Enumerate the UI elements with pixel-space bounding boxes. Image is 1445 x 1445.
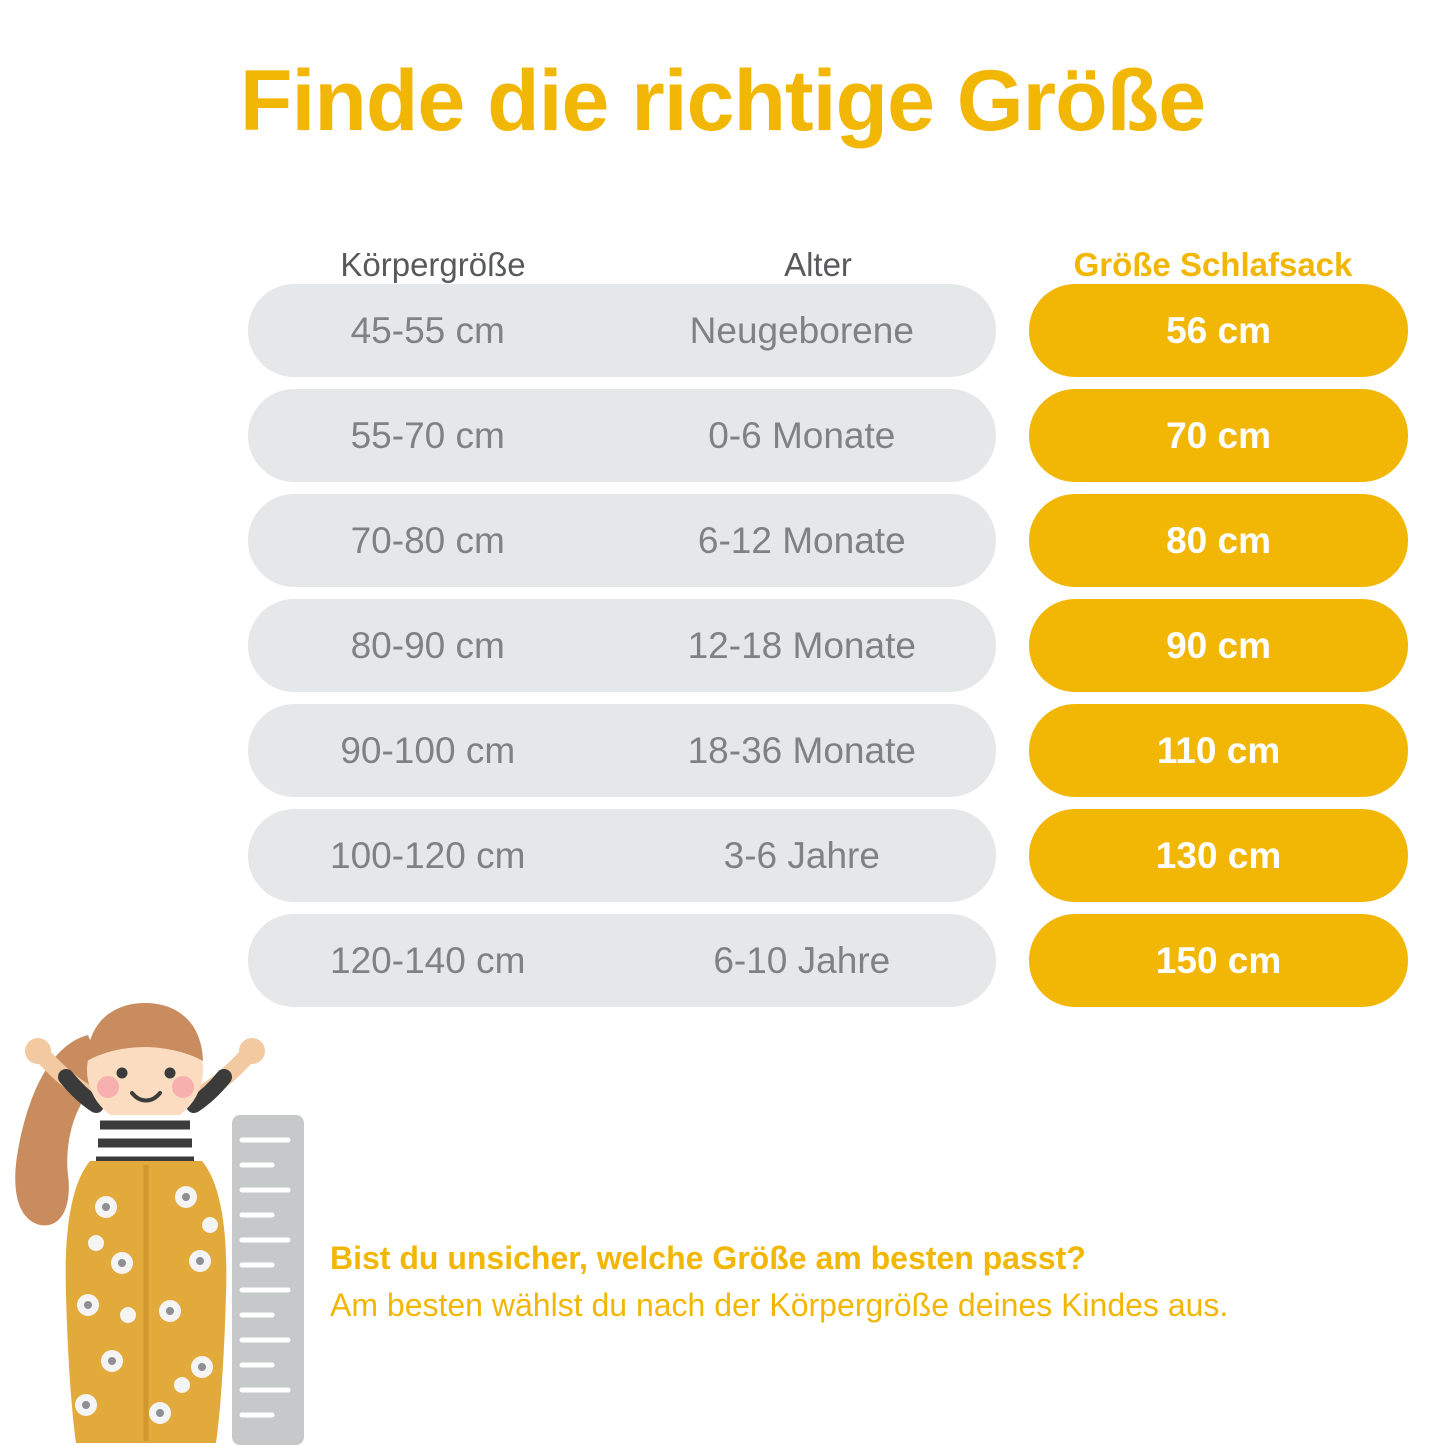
column-header-age: Alter	[784, 246, 852, 283]
footer-note	[330, 1240, 1430, 1324]
cell-body-size: 100-120 cm	[248, 809, 607, 902]
measuring-ruler-icon	[232, 1115, 304, 1445]
table-row	[248, 494, 1408, 587]
table-row	[248, 389, 1408, 482]
cell-sleeping-bag-size: 150 cm	[1029, 914, 1408, 1007]
column-header-size: Körpergröße	[340, 246, 526, 283]
table-row	[248, 599, 1408, 692]
table-row	[248, 809, 1408, 902]
cell-age: 0-6 Monate	[607, 389, 996, 482]
cell-age: 6-12 Monate	[607, 494, 996, 587]
cell-age: Neugeborene	[607, 284, 996, 377]
size-table	[248, 222, 1408, 1019]
cell-sleeping-bag-size: 90 cm	[1029, 599, 1408, 692]
column-header-sleeping-bag: Größe Schlafsack	[1073, 246, 1353, 283]
footer-note-question: Bist du unsicher, welche Größe am besten passt?	[330, 1240, 1086, 1276]
page-title: Finde die richtige Größe	[239, 53, 1206, 149]
child-in-sleeping-bag-illustration	[10, 975, 340, 1445]
table-row	[248, 704, 1408, 797]
cell-body-size: 80-90 cm	[248, 599, 607, 692]
footer-note-advice: Am besten wählst du nach der Körpergröße deines Kindes aus.	[330, 1287, 1229, 1323]
cell-sleeping-bag-size: 70 cm	[1029, 389, 1408, 482]
cell-sleeping-bag-size: 56 cm	[1029, 284, 1408, 377]
cell-age: 6-10 Jahre	[607, 914, 996, 1007]
cell-body-size: 90-100 cm	[248, 704, 607, 797]
table-row	[248, 914, 1408, 1007]
cell-sleeping-bag-size: 110 cm	[1029, 704, 1408, 797]
cell-sleeping-bag-size: 80 cm	[1029, 494, 1408, 587]
cell-sleeping-bag-size: 130 cm	[1029, 809, 1408, 902]
cell-age: 18-36 Monate	[607, 704, 996, 797]
table-header-row	[248, 222, 1408, 284]
cell-body-size: 45-55 cm	[248, 284, 607, 377]
cell-age: 3-6 Jahre	[607, 809, 996, 902]
cell-body-size: 70-80 cm	[248, 494, 607, 587]
cell-age: 12-18 Monate	[607, 599, 996, 692]
table-row	[248, 284, 1408, 377]
cell-body-size: 120-140 cm	[248, 914, 607, 1007]
cell-body-size: 55-70 cm	[248, 389, 607, 482]
